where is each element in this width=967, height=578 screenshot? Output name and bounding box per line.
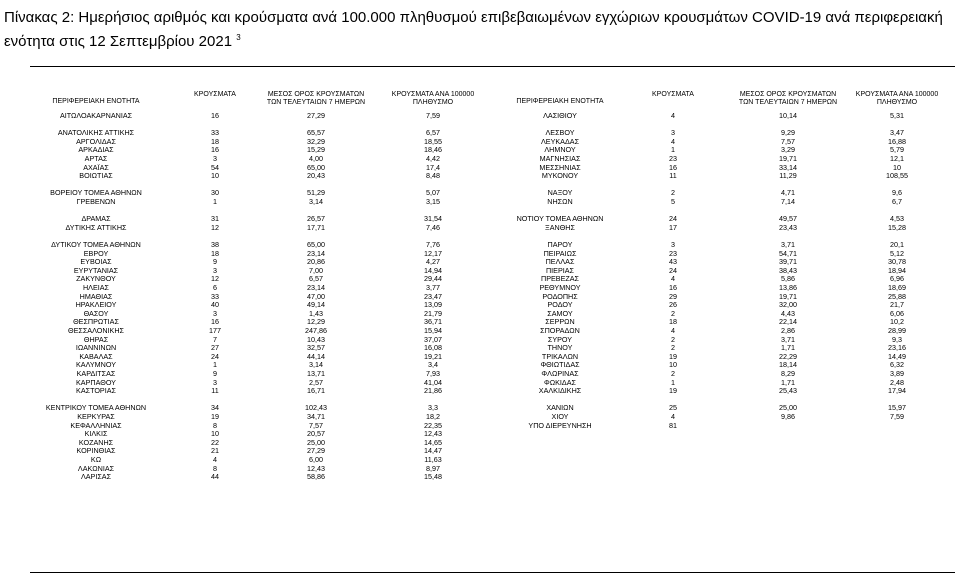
left-cell-cases: 12 bbox=[211, 222, 219, 232]
left-cell-cases-per-100k: 21,79 bbox=[424, 308, 442, 318]
right-cell-cases: 26 bbox=[669, 300, 677, 310]
right-cell-cases-per-100k: 5,79 bbox=[890, 145, 904, 155]
right-cell-cases-per-100k: 10 bbox=[893, 162, 901, 172]
right-cell-cases: 18 bbox=[669, 317, 677, 327]
left-cell-cases: 24 bbox=[211, 351, 219, 361]
left-cell-cases: 33 bbox=[211, 128, 219, 138]
left-cell-region-name: ΛΑΚΩΝΙΑΣ bbox=[77, 463, 115, 473]
right-cell-cases: 2 bbox=[671, 188, 675, 198]
right-cell-seven-day-average: 1,71 bbox=[781, 343, 795, 353]
right-cell-region-name: ΝΑΞΟΥ bbox=[547, 188, 573, 198]
left-cell-seven-day-average: 12,29 bbox=[307, 317, 325, 327]
left-cell-cases-per-100k: 14,47 bbox=[424, 446, 442, 456]
right-cell-region-name: ΧΑΝΙΩΝ bbox=[546, 403, 574, 413]
left-cell-cases-per-100k: 36,71 bbox=[424, 317, 442, 327]
left-cell-region-name: ΘΑΣΟΥ bbox=[83, 308, 109, 318]
right-cell-cases: 2 bbox=[671, 334, 675, 344]
right-cell-region-name: ΠΡΕΒΕΖΑΣ bbox=[541, 274, 579, 284]
right-cell-cases: 11 bbox=[669, 171, 677, 181]
right-cell-cases-per-100k: 20,1 bbox=[890, 240, 904, 249]
right-cell-seven-day-average: 4,71 bbox=[781, 188, 795, 198]
left-cell-region-name: ΘΕΣΣΑΛΟΝΙΚΗΣ bbox=[68, 326, 124, 335]
left-cell-cases: 3 bbox=[213, 154, 217, 163]
left-cell-cases-per-100k: 37,07 bbox=[424, 334, 442, 344]
right-cell-region-name: ΠΙΕΡΙΑΣ bbox=[545, 265, 575, 275]
left-cell-region-name: ΗΜΑΘΙΑΣ bbox=[79, 291, 113, 301]
left-cell-seven-day-average: 2,57 bbox=[309, 377, 323, 387]
left-cell-cases: 18 bbox=[211, 248, 219, 258]
right-cell-seven-day-average: 18,14 bbox=[779, 360, 797, 370]
right-cell-cases: 24 bbox=[669, 214, 677, 224]
left-cell-cases-per-100k: 18,46 bbox=[424, 145, 442, 155]
left-cell-cases: 6 bbox=[213, 283, 217, 292]
left-cell-cases: 9 bbox=[213, 369, 217, 378]
right-header-cases-per-100k: ΚΡΟΥΣΜΑΤΑ ΑΝΑ 100000 ΠΛΗΘΥΣΜΟ bbox=[855, 91, 939, 106]
right-cell-cases: 5 bbox=[671, 197, 675, 206]
left-cell-cases: 22 bbox=[211, 437, 219, 447]
left-cell-seven-day-average: 13,71 bbox=[307, 369, 325, 378]
right-cell-cases-per-100k: 9,6 bbox=[892, 188, 902, 198]
left-cell-cases: 9 bbox=[213, 257, 217, 267]
right-cell-cases-per-100k: 16,88 bbox=[888, 136, 906, 146]
right-cell-cases-per-100k: 2,48 bbox=[890, 377, 904, 387]
left-cell-seven-day-average: 23,14 bbox=[307, 248, 325, 258]
left-cell-cases-per-100k: 3,77 bbox=[426, 283, 440, 292]
right-cell-region-name: ΦΘΙΩΤΙΔΑΣ bbox=[540, 360, 580, 370]
left-cell-region-name: ΚΕΝΤΡΙΚΟΥ ΤΟΜΕΑ ΑΘΗΝΩΝ bbox=[45, 403, 147, 413]
right-cell-seven-day-average: 32,00 bbox=[779, 300, 797, 310]
left-cell-cases-per-100k: 5,07 bbox=[426, 188, 440, 198]
right-cell-cases: 4 bbox=[671, 274, 675, 284]
right-cell-cases-per-100k: 6,7 bbox=[892, 197, 902, 206]
left-cell-cases: 33 bbox=[211, 291, 219, 301]
right-cell-cases: 81 bbox=[669, 420, 677, 430]
right-cell-seven-day-average: 13,86 bbox=[779, 283, 797, 292]
right-cell-seven-day-average: 5,86 bbox=[781, 274, 795, 284]
left-cell-cases: 3 bbox=[213, 377, 217, 387]
left-cell-region-name: ΚΑΡΔΙΤΣΑΣ bbox=[76, 369, 116, 378]
left-cell-seven-day-average: 10,43 bbox=[307, 334, 325, 344]
right-cell-seven-day-average: 22,14 bbox=[779, 317, 797, 327]
right-cell-cases-per-100k: 10,2 bbox=[890, 317, 904, 327]
left-cell-region-name: ΚΑΡΠΑΘΟΥ bbox=[76, 377, 116, 387]
left-cell-cases: 3 bbox=[213, 265, 217, 275]
table-caption bbox=[4, 8, 959, 52]
left-cell-seven-day-average: 20,86 bbox=[307, 257, 325, 267]
left-cell-seven-day-average: 6,00 bbox=[309, 455, 323, 464]
left-cell-seven-day-average: 3,14 bbox=[309, 360, 323, 370]
left-cell-cases-per-100k: 17,4 bbox=[426, 162, 440, 172]
left-cell-region-name: ΗΛΕΙΑΣ bbox=[82, 283, 110, 292]
right-cell-cases-per-100k: 5,12 bbox=[890, 248, 904, 258]
left-cell-cases-per-100k: 3,15 bbox=[426, 197, 440, 206]
left-cell-cases-per-100k: 3,4 bbox=[428, 360, 438, 370]
right-cell-seven-day-average: 11,29 bbox=[779, 171, 797, 181]
left-cell-region-name: ΑΡΚΑΔΙΑΣ bbox=[78, 145, 114, 155]
left-cell-cases: 16 bbox=[211, 317, 219, 327]
left-cell-cases-per-100k: 14,65 bbox=[424, 437, 442, 447]
right-cell-seven-day-average: 54,71 bbox=[779, 248, 797, 258]
left-cell-cases-per-100k: 29,44 bbox=[424, 274, 442, 284]
left-cell-seven-day-average: 23,14 bbox=[307, 283, 325, 292]
right-cell-cases: 24 bbox=[669, 265, 677, 275]
left-cell-cases: 27 bbox=[211, 343, 219, 353]
right-cell-cases-per-100k: 18,94 bbox=[888, 265, 906, 275]
right-header-cases: ΚΡΟΥΣΜΑΤΑ bbox=[652, 91, 694, 98]
right-cell-seven-day-average: 10,14 bbox=[779, 111, 797, 120]
right-cell-cases: 3 bbox=[671, 240, 675, 249]
right-cell-seven-day-average: 2,86 bbox=[781, 326, 795, 335]
left-header-cases-per-100k: ΚΡΟΥΣΜΑΤΑ ΑΝΑ 100000 ΠΛΗΘΥΣΜΟ bbox=[391, 91, 475, 106]
right-cell-cases-per-100k: 3,47 bbox=[890, 128, 904, 138]
left-cell-cases: 31 bbox=[211, 214, 219, 224]
right-cell-seven-day-average: 38,43 bbox=[779, 265, 797, 275]
caption-text: Πίνακας 2: Ημερήσιος αριθμός και κρούσματα ανά 100.000 πληθυσμού επιβεβαιωμένων εγχώριων κρουσμάτων COVID-19 ανά περιφερειακή ενότητα στις 12 Σεπτεμβρίου 2021 bbox=[4, 9, 943, 50]
right-cell-cases-per-100k: 18,69 bbox=[888, 283, 906, 292]
left-cell-region-name: ΚΙΛΚΙΣ bbox=[84, 429, 108, 439]
left-cell-seven-day-average: 7,00 bbox=[309, 265, 323, 275]
right-cell-cases-per-100k: 14,49 bbox=[888, 351, 906, 361]
left-cell-cases-per-100k: 19,21 bbox=[424, 351, 442, 361]
left-cell-seven-day-average: 27,29 bbox=[307, 111, 325, 120]
right-cell-region-name: ΜΥΚΟΝΟΥ bbox=[541, 171, 579, 181]
right-cell-cases: 2 bbox=[671, 369, 675, 378]
left-cell-cases-per-100k: 31,54 bbox=[424, 214, 442, 224]
left-cell-region-name: ΚΑΛΥΜΝΟΥ bbox=[76, 360, 116, 370]
left-cell-seven-day-average: 6,57 bbox=[309, 274, 323, 284]
right-cell-seven-day-average: 19,71 bbox=[779, 154, 797, 163]
left-cell-seven-day-average: 1,43 bbox=[309, 308, 323, 318]
left-cell-region-name: ΔΡΑΜΑΣ bbox=[81, 214, 111, 224]
left-cell-seven-day-average: 51,29 bbox=[307, 188, 325, 198]
right-cell-cases-per-100k: 7,59 bbox=[890, 412, 904, 421]
left-cell-cases: 11 bbox=[211, 386, 219, 396]
left-cell-cases: 16 bbox=[211, 111, 219, 120]
right-cell-region-name: ΦΩΚΙΔΑΣ bbox=[544, 377, 576, 387]
left-cell-seven-day-average: 247,86 bbox=[305, 326, 327, 335]
left-cell-region-name: ΛΑΡΙΣΑΣ bbox=[80, 472, 112, 482]
right-cell-seven-day-average: 4,43 bbox=[781, 308, 795, 318]
left-cell-cases-per-100k: 7,59 bbox=[426, 111, 440, 120]
right-cell-region-name: ΠΕΙΡΑΙΩΣ bbox=[543, 248, 577, 258]
right-cell-cases: 10 bbox=[669, 360, 677, 370]
left-cell-cases-per-100k: 12,43 bbox=[424, 429, 442, 439]
left-cell-cases-per-100k: 15,94 bbox=[424, 326, 442, 335]
right-cell-cases-per-100k: 25,88 bbox=[888, 291, 906, 301]
right-header-region-name: ΠΕΡΙΦΕΡΕΙΑΚΗ ΕΝΟΤΗΤΑ bbox=[516, 98, 604, 105]
right-cell-region-name: ΣΕΡΡΩΝ bbox=[545, 317, 575, 327]
right-cell-cases: 4 bbox=[671, 136, 675, 146]
right-cell-seven-day-average: 3,71 bbox=[781, 334, 795, 344]
left-cell-region-name: ΖΑΚΥΝΘΟΥ bbox=[76, 274, 116, 284]
right-cell-seven-day-average: 25,00 bbox=[779, 403, 797, 413]
left-cell-cases-per-100k: 14,94 bbox=[424, 265, 442, 275]
right-cell-seven-day-average: 23,43 bbox=[779, 222, 797, 232]
right-cell-seven-day-average: 33,14 bbox=[779, 162, 797, 172]
left-cell-seven-day-average: 34,71 bbox=[307, 412, 325, 421]
right-cell-cases: 4 bbox=[671, 326, 675, 335]
left-cell-cases-per-100k: 3,3 bbox=[428, 403, 438, 413]
left-cell-cases-per-100k: 13,09 bbox=[424, 300, 442, 310]
left-cell-region-name: ΒΟΙΩΤΙΑΣ bbox=[79, 171, 113, 181]
left-cell-cases: 4 bbox=[213, 455, 217, 464]
left-cell-seven-day-average: 65,00 bbox=[307, 240, 325, 249]
left-cell-cases-per-100k: 23,47 bbox=[424, 291, 442, 301]
left-cell-region-name: ΚΕΦΑΛΛΗΝΙΑΣ bbox=[70, 420, 122, 430]
left-cell-cases-per-100k: 7,46 bbox=[426, 222, 440, 232]
left-cell-seven-day-average: 25,00 bbox=[307, 437, 325, 447]
right-cell-cases-per-100k: 28,99 bbox=[888, 326, 906, 335]
left-cell-cases: 3 bbox=[213, 308, 217, 318]
left-cell-seven-day-average: 20,57 bbox=[307, 429, 325, 439]
left-cell-region-name: ΑΝΑΤΟΛΙΚΗΣ ΑΤΤΙΚΗΣ bbox=[57, 128, 135, 138]
left-cell-cases: 19 bbox=[211, 412, 219, 421]
right-cell-cases-per-100k: 6,32 bbox=[890, 360, 904, 370]
right-cell-region-name: ΝΟΤΙΟΥ ΤΟΜΕΑ ΑΘΗΝΩΝ bbox=[516, 214, 604, 224]
left-cell-cases-per-100k: 16,08 bbox=[424, 343, 442, 353]
right-cell-cases: 1 bbox=[671, 145, 675, 155]
left-cell-cases-per-100k: 22,35 bbox=[424, 420, 442, 430]
left-cell-cases: 38 bbox=[211, 240, 219, 249]
left-cell-region-name: ΑΡΤΑΣ bbox=[84, 154, 108, 163]
left-cell-cases: 21 bbox=[211, 446, 219, 456]
right-cell-cases-per-100k: 12,1 bbox=[890, 154, 904, 163]
right-cell-cases-per-100k: 5,31 bbox=[890, 111, 904, 120]
right-cell-cases: 19 bbox=[669, 351, 677, 361]
left-cell-seven-day-average: 102,43 bbox=[305, 403, 327, 413]
left-cell-region-name: ΑΧΑΪΑΣ bbox=[83, 162, 109, 172]
left-cell-cases-per-100k: 18,2 bbox=[426, 412, 440, 421]
left-cell-seven-day-average: 65,00 bbox=[307, 162, 325, 172]
left-cell-cases: 7 bbox=[213, 334, 217, 344]
right-cell-seven-day-average: 7,14 bbox=[781, 197, 795, 206]
right-cell-region-name: ΛΗΜΝΟΥ bbox=[544, 145, 576, 155]
table-top-rule bbox=[30, 66, 955, 67]
right-cell-cases: 43 bbox=[669, 257, 677, 267]
left-cell-seven-day-average: 15,29 bbox=[307, 145, 325, 155]
right-cell-seven-day-average: 3,71 bbox=[781, 240, 795, 249]
left-cell-region-name: ΒΟΡΕΙΟΥ ΤΟΜΕΑ ΑΘΗΝΩΝ bbox=[50, 188, 142, 198]
right-cell-region-name: ΜΑΓΝΗΣΙΑΣ bbox=[539, 154, 581, 163]
right-cell-seven-day-average: 7,57 bbox=[781, 136, 795, 146]
left-cell-seven-day-average: 26,57 bbox=[307, 214, 325, 224]
right-cell-cases: 4 bbox=[671, 111, 675, 120]
right-cell-seven-day-average: 9,86 bbox=[781, 412, 795, 421]
right-cell-region-name: ΛΕΥΚΑΔΑΣ bbox=[540, 136, 580, 146]
right-cell-seven-day-average: 49,57 bbox=[779, 214, 797, 224]
right-cell-region-name: ΠΑΡΟΥ bbox=[547, 240, 573, 249]
left-cell-cases-per-100k: 6,57 bbox=[426, 128, 440, 138]
left-header-cases: ΚΡΟΥΣΜΑΤΑ bbox=[194, 91, 236, 98]
right-cell-cases-per-100k: 108,55 bbox=[886, 171, 908, 181]
right-cell-region-name: ΡΟΔΟΠΗΣ bbox=[542, 291, 578, 301]
left-cell-region-name: ΘΗΡΑΣ bbox=[83, 334, 109, 344]
left-cell-cases-per-100k: 8,97 bbox=[426, 463, 440, 473]
left-cell-region-name: ΚΟΡΙΝΘΙΑΣ bbox=[76, 446, 116, 456]
right-cell-cases-per-100k: 4,53 bbox=[890, 214, 904, 224]
right-cell-cases-per-100k: 9,3 bbox=[892, 334, 902, 344]
left-cell-cases-per-100k: 41,04 bbox=[424, 377, 442, 387]
left-cell-cases-per-100k: 7,76 bbox=[426, 240, 440, 249]
left-cell-region-name: ΚΑΣΤΟΡΙΑΣ bbox=[76, 386, 116, 396]
right-cell-region-name: ΡΟΔΟΥ bbox=[547, 300, 573, 310]
right-cell-cases-per-100k: 6,06 bbox=[890, 308, 904, 318]
right-cell-region-name: ΥΠΟ ΔΙΕΡΕΥΝΗΣΗ bbox=[528, 420, 592, 430]
left-cell-cases: 44 bbox=[211, 472, 219, 482]
left-cell-seven-day-average: 47,00 bbox=[307, 291, 325, 301]
left-cell-cases: 34 bbox=[211, 403, 219, 413]
left-cell-cases: 16 bbox=[211, 145, 219, 155]
right-cell-region-name: ΧΑΛΚΙΔΙΚΗΣ bbox=[538, 386, 582, 396]
right-cell-cases: 17 bbox=[669, 222, 677, 232]
left-cell-seven-day-average: 17,71 bbox=[307, 222, 325, 232]
right-cell-region-name: ΧΙΟΥ bbox=[551, 412, 569, 421]
right-cell-cases-per-100k: 15,97 bbox=[888, 403, 906, 413]
right-cell-region-name: ΣΠΟΡΑΔΩΝ bbox=[540, 326, 580, 335]
right-cell-region-name: ΝΗΣΩΝ bbox=[547, 197, 573, 206]
left-cell-region-name: ΕΒΡΟΥ bbox=[83, 248, 109, 258]
right-cell-region-name: ΜΕΣΣΗΝΙΑΣ bbox=[539, 162, 581, 172]
left-cell-seven-day-average: 44,14 bbox=[307, 351, 325, 361]
right-cell-cases-per-100k: 3,89 bbox=[890, 369, 904, 378]
left-cell-cases: 1 bbox=[213, 197, 217, 206]
left-cell-region-name: ΓΡΕΒΕΝΩΝ bbox=[76, 197, 116, 206]
right-cell-cases-per-100k: 30,78 bbox=[888, 257, 906, 267]
left-cell-cases: 10 bbox=[211, 171, 219, 181]
left-cell-cases-per-100k: 7,93 bbox=[426, 369, 440, 378]
left-header-seven-day-average: ΜΕΣΟΣ ΟΡΟΣ ΚΡΟΥΣΜΑΤΩΝ ΤΩΝ ΤΕΛΕΥΤΑΙΩΝ 7 ΗΜΕΡΩΝ bbox=[266, 91, 366, 106]
left-cell-seven-day-average: 4,00 bbox=[309, 154, 323, 163]
right-cell-region-name: ΣΑΜΟΥ bbox=[547, 308, 573, 318]
right-cell-cases: 23 bbox=[669, 248, 677, 258]
left-cell-region-name: ΑΡΓΟΛΙΔΑΣ bbox=[76, 136, 116, 146]
right-cell-seven-day-average: 3,29 bbox=[781, 145, 795, 155]
left-cell-cases-per-100k: 15,48 bbox=[424, 472, 442, 482]
footnote-mark: 3 bbox=[236, 33, 241, 42]
left-cell-cases-per-100k: 12,17 bbox=[424, 248, 442, 258]
left-cell-region-name: ΑΙΤΩΛΟΑΚΑΡΝΑΝΙΑΣ bbox=[59, 111, 133, 120]
right-cell-region-name: ΣΥΡΟΥ bbox=[547, 334, 573, 344]
right-cell-cases: 1 bbox=[671, 377, 675, 387]
left-cell-region-name: ΕΥΡΥΤΑΝΙΑΣ bbox=[73, 265, 119, 275]
right-cell-cases: 19 bbox=[669, 386, 677, 396]
right-cell-region-name: ΤΡΙΚΑΛΩΝ bbox=[541, 351, 579, 361]
left-cell-region-name: ΘΕΣΠΡΩΤΙΑΣ bbox=[73, 317, 119, 327]
left-header-region-name: ΠΕΡΙΦΕΡΕΙΑΚΗ ΕΝΟΤΗΤΑ bbox=[52, 98, 140, 105]
left-cell-region-name: ΚΑΒΑΛΑΣ bbox=[79, 351, 113, 361]
left-cell-cases-per-100k: 18,55 bbox=[424, 136, 442, 146]
right-cell-seven-day-average: 25,43 bbox=[779, 386, 797, 396]
right-cell-region-name: ΞΑΝΘΗΣ bbox=[545, 222, 575, 232]
right-cell-seven-day-average: 8,29 bbox=[781, 369, 795, 378]
right-cell-cases: 3 bbox=[671, 128, 675, 138]
left-cell-seven-day-average: 20,43 bbox=[307, 171, 325, 181]
left-cell-region-name: ΕΥΒΟΙΑΣ bbox=[80, 257, 112, 267]
left-cell-region-name: ΚΟΖΑΝΗΣ bbox=[78, 437, 114, 447]
right-cell-cases: 16 bbox=[669, 162, 677, 172]
left-cell-seven-day-average: 12,43 bbox=[307, 463, 325, 473]
left-cell-region-name: ΗΡΑΚΛΕΙΟΥ bbox=[75, 300, 117, 310]
left-cell-cases: 177 bbox=[209, 326, 221, 335]
right-cell-cases-per-100k: 15,28 bbox=[888, 222, 906, 232]
left-cell-seven-day-average: 32,29 bbox=[307, 136, 325, 146]
table-bottom-rule bbox=[30, 572, 955, 573]
right-cell-cases-per-100k: 21,7 bbox=[890, 300, 904, 310]
left-cell-seven-day-average: 16,71 bbox=[307, 386, 325, 396]
right-header-seven-day-average: ΜΕΣΟΣ ΟΡΟΣ ΚΡΟΥΣΜΑΤΩΝ ΤΩΝ ΤΕΛΕΥΤΑΙΩΝ 7 ΗΜΕΡΩΝ bbox=[738, 91, 838, 106]
left-cell-region-name: ΔΥΤΙΚΟΥ ΤΟΜΕΑ ΑΘΗΝΩΝ bbox=[51, 240, 141, 249]
left-cell-region-name: ΙΩΑΝΝΙΝΩΝ bbox=[75, 343, 117, 353]
right-cell-cases-per-100k: 23,16 bbox=[888, 343, 906, 353]
left-cell-cases: 18 bbox=[211, 136, 219, 146]
left-cell-seven-day-average: 65,57 bbox=[307, 128, 325, 138]
left-cell-seven-day-average: 7,57 bbox=[309, 420, 323, 430]
right-cell-region-name: ΛΑΣΙΘΙΟΥ bbox=[543, 111, 577, 120]
right-cell-region-name: ΤΗΝΟΥ bbox=[547, 343, 573, 353]
right-cell-seven-day-average: 1,71 bbox=[781, 377, 795, 387]
right-cell-cases: 2 bbox=[671, 343, 675, 353]
left-cell-seven-day-average: 58,86 bbox=[307, 472, 325, 482]
left-cell-cases-per-100k: 21,86 bbox=[424, 386, 442, 396]
left-cell-seven-day-average: 27,29 bbox=[307, 446, 325, 456]
left-cell-seven-day-average: 32,57 bbox=[307, 343, 325, 353]
left-cell-region-name: ΚΕΡΚΥΡΑΣ bbox=[77, 412, 115, 421]
left-cell-cases: 54 bbox=[211, 162, 219, 172]
left-cell-cases-per-100k: 11,63 bbox=[424, 455, 442, 464]
right-cell-region-name: ΛΕΣΒΟΥ bbox=[545, 128, 575, 138]
left-cell-seven-day-average: 3,14 bbox=[309, 197, 323, 206]
left-cell-region-name: ΚΩ bbox=[90, 455, 102, 464]
left-cell-cases: 8 bbox=[213, 463, 217, 473]
right-cell-seven-day-average: 19,71 bbox=[779, 291, 797, 301]
right-cell-cases: 23 bbox=[669, 154, 677, 163]
left-cell-cases: 8 bbox=[213, 420, 217, 430]
right-cell-cases-per-100k: 6,96 bbox=[890, 274, 904, 284]
left-cell-cases: 40 bbox=[211, 300, 219, 310]
right-cell-seven-day-average: 22,29 bbox=[779, 351, 797, 361]
right-cell-seven-day-average: 9,29 bbox=[781, 128, 795, 138]
left-cell-cases: 10 bbox=[211, 429, 219, 439]
left-cell-cases-per-100k: 4,27 bbox=[426, 257, 440, 267]
right-cell-cases: 25 bbox=[669, 403, 677, 413]
right-cell-region-name: ΠΕΛΛΑΣ bbox=[545, 257, 575, 267]
left-cell-cases-per-100k: 8,48 bbox=[426, 171, 440, 181]
right-cell-seven-day-average: 39,71 bbox=[779, 257, 797, 267]
right-cell-cases: 29 bbox=[669, 291, 677, 301]
right-cell-cases-per-100k: 17,94 bbox=[888, 386, 906, 396]
left-cell-cases: 1 bbox=[213, 360, 217, 370]
left-cell-cases: 30 bbox=[211, 188, 219, 198]
left-cell-cases-per-100k: 4,42 bbox=[426, 154, 440, 163]
right-cell-cases: 2 bbox=[671, 308, 675, 318]
left-cell-seven-day-average: 49,14 bbox=[307, 300, 325, 310]
right-cell-region-name: ΡΕΘΥΜΝΟΥ bbox=[539, 283, 581, 292]
left-cell-region-name: ΔΥΤΙΚΗΣ ΑΤΤΙΚΗΣ bbox=[65, 222, 127, 232]
right-cell-cases: 16 bbox=[669, 283, 677, 292]
left-cell-cases: 12 bbox=[211, 274, 219, 284]
right-cell-region-name: ΦΛΩΡΙΝΑΣ bbox=[541, 369, 579, 378]
right-cell-cases: 4 bbox=[671, 412, 675, 421]
